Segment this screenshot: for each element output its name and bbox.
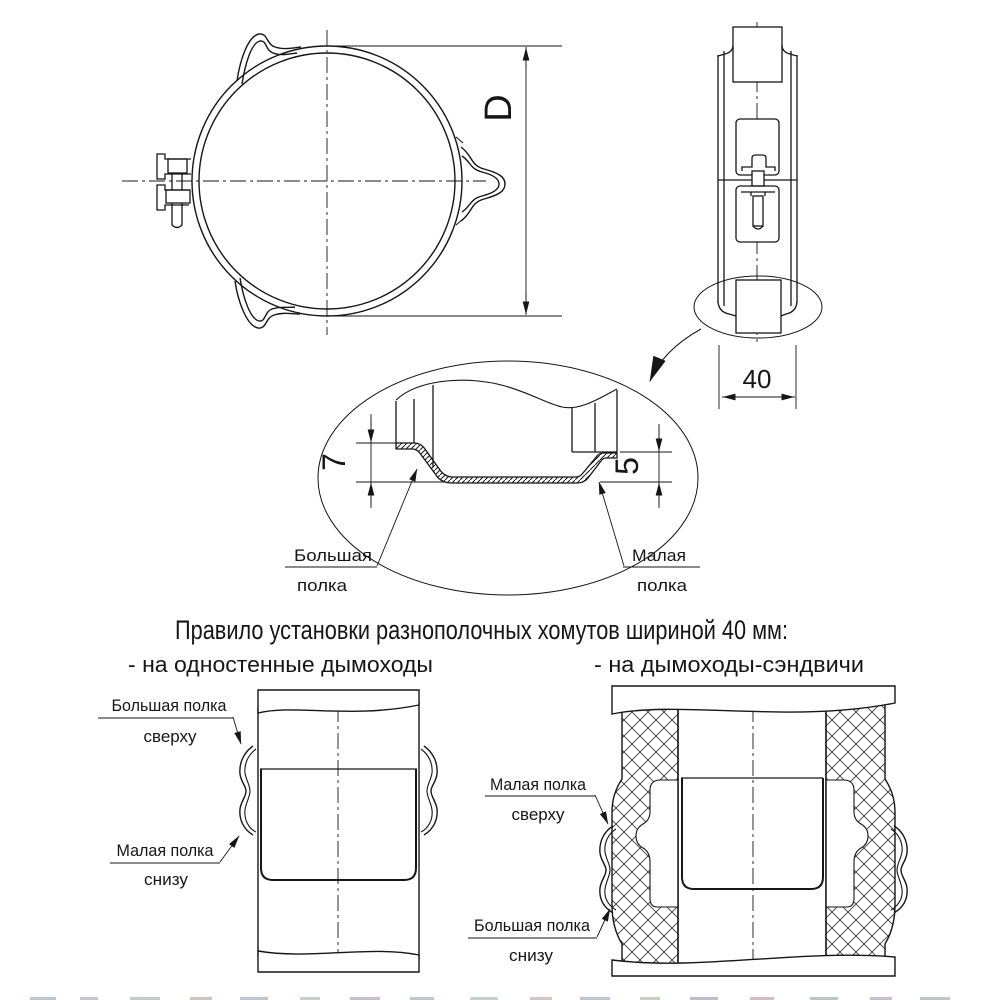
- sw-top-leader: [233, 717, 241, 744]
- side-view: [650, 22, 822, 409]
- pipe-break-top: [258, 690, 419, 713]
- clamp-profile-right: [421, 746, 437, 835]
- sw-bottom-label-line1: Малая полка: [116, 841, 215, 860]
- bolt-nut: [166, 190, 190, 203]
- sand-bottom-label-line1: Большая полка: [474, 916, 591, 935]
- bolt-head: [168, 159, 187, 173]
- detail-view: [285, 361, 700, 595]
- caption-title: Правило установки разнополочных хомутов шириной 40 мм:: [175, 615, 788, 645]
- sw-bottom-leader: [220, 836, 239, 862]
- side-bottom-tab: [718, 280, 797, 333]
- caption: [128, 615, 864, 677]
- side-top-tab: [718, 27, 797, 82]
- small-flange-label-line2: полка: [637, 576, 688, 595]
- sandwich-inner-pipe-end: [682, 778, 823, 889]
- small-flange-leader: [599, 482, 624, 566]
- sw-top-label-line1: Большая полка: [111, 696, 228, 715]
- diameter-dimension-label: D: [478, 94, 520, 122]
- caption-left-subtitle: - на одностенные дымоходы: [128, 652, 433, 677]
- lower-bracket: [157, 185, 189, 210]
- sheet-section: [396, 443, 617, 483]
- bolt-shaft: [172, 173, 182, 222]
- single-wall-diagram: [98, 690, 437, 972]
- inner-pipe-end: [261, 769, 416, 880]
- large-flange-dim-label: 7: [316, 453, 352, 471]
- caption-right-subtitle: - на дымоходы-сэндвичи: [594, 652, 864, 677]
- side-bolt-shaft: [753, 196, 763, 226]
- sand-bottom-label-line2: снизу: [509, 946, 554, 965]
- upper-bracket: [157, 154, 191, 179]
- large-flange-label-line2: полка: [297, 576, 348, 595]
- small-flange-dim-label: 5: [609, 457, 645, 475]
- sandwich-break-top: [612, 686, 895, 714]
- large-flange-label-line1: Большая: [294, 546, 372, 565]
- sand-bottom-leader: [597, 909, 610, 937]
- inner-pipe-walls: [678, 702, 826, 964]
- sand-top-label-line2: сверху: [511, 805, 565, 824]
- detail-band-break-edge: [396, 380, 617, 408]
- side-lug-lower: [736, 186, 779, 242]
- pipe-walls: [258, 702, 419, 960]
- sandwich-diagram: [468, 686, 907, 976]
- width-dimension-label: 40: [742, 364, 772, 394]
- sand-top-label-line1: Малая полка: [490, 775, 587, 794]
- small-flange-label-line1: Малая: [632, 546, 686, 565]
- side-lug-upper: [736, 119, 779, 175]
- side-bolt-neck: [752, 171, 764, 187]
- clamp-bolt-assembly: [157, 154, 191, 228]
- clamp-profile-left: [240, 746, 256, 835]
- front-view: [122, 30, 562, 335]
- pipe-break-bottom: [258, 951, 419, 972]
- sand-top-leader: [595, 795, 608, 824]
- bolt-tip: [172, 222, 182, 228]
- sw-bottom-label-line2: снизу: [144, 870, 189, 889]
- detail-callout-leader: [650, 329, 701, 381]
- large-flange-leader: [377, 469, 417, 566]
- sw-top-label-line2: сверху: [143, 727, 197, 746]
